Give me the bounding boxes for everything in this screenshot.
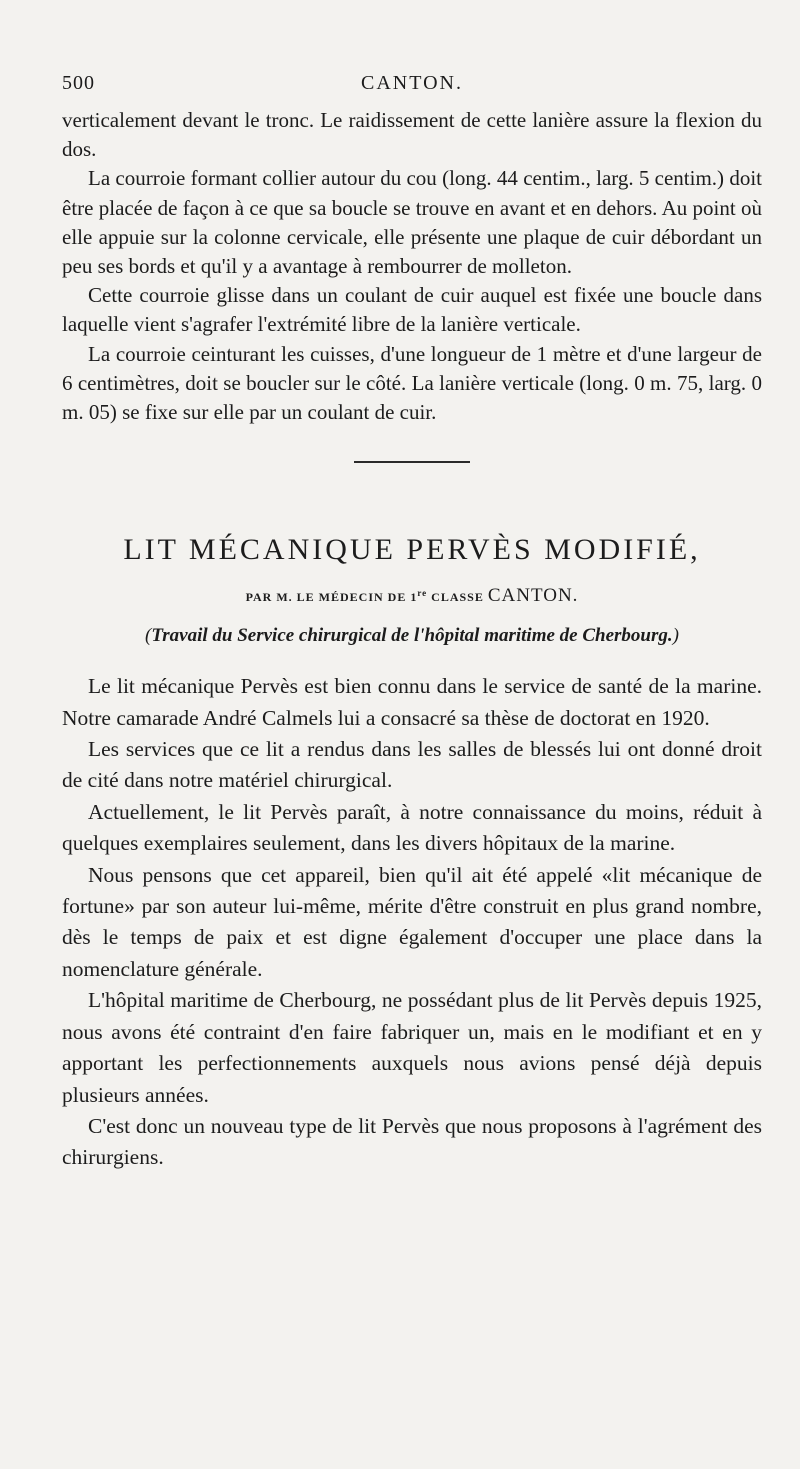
section-title: LIT MÉCANIQUE PERVÈS MODIFIÉ, (123, 533, 701, 567)
paragraph: Nous pensons que cet appareil, bien qu'il ait été appelé «lit mécanique de fortune» par son auteur lui-même, mérite d'être construit en plus grand nombre, dès le temps de paix et est digne également d'occuper une place dans la nomenclature générale. (62, 862, 762, 981)
note-open-paren: ( (145, 625, 152, 647)
paragraph: C'est donc un nouveau type de lit Pervès que nous proposons à l'agrément des chirurgiens. (62, 1113, 762, 1170)
running-header (62, 72, 762, 106)
paragraph: La courroie ceinturant les cuisses, d'une longueur de 1 mètre et d'une largeur de 6 centimètres, doit se boucler sur le côté. La lanière verticale (long. 0 m. 75, larg. 0 m. 05) se fixe sur elle par un coulant de cuir. (62, 341, 762, 425)
paragraph: Les services que ce lit a rendus dans les salles de blessés lui ont donné droit de cité dans notre matériel chirurgical. (62, 737, 762, 793)
byline-prefix: PAR M. LE MÉDECIN DE 1 (245, 590, 418, 605)
note-text: Travail du Service chirurgical de l'hôpital maritime de Cherbourg. (151, 625, 673, 647)
byline (62, 585, 762, 607)
document-page (62, 72, 762, 1174)
running-title: CANTON. (361, 72, 463, 94)
byline-mid: CLASSE (427, 590, 488, 605)
page-number: 500 (62, 72, 95, 94)
byline-author: CANTON. (487, 585, 579, 607)
paragraph: Actuellement, le lit Pervès paraît, à notre connaissance du moins, réduit à quelques exemplaires seulement, dans les divers hôpitaux de la marine. (62, 799, 762, 856)
paragraph: La courroie formant collier autour du cou (long. 44 centim., larg. 5 centim.) doit être placée de façon à ce que sa boucle se trouve en avant et en dehors. Au point où elle appuie sur la colonne cervicale, elle présente une plaque de cuir débordant un peu ses bords et qu'il y a avantage à rembourrer de molleton. (62, 166, 762, 279)
section-divider (354, 461, 470, 463)
source-note (62, 625, 762, 647)
paragraph: L'hôpital maritime de Cherbourg, ne possédant plus de lit Pervès depuis 1925, nous avons été contraint d'en faire fabriquer un, mais en le modifiant et en y apportant les perfectionnements auxquels nous avions pensé déjà depuis plusieurs années. (62, 988, 762, 1107)
paragraph: Cette courroie glisse dans un coulant de cuir auquel est fixée une boucle dans laquelle vient s'agrafer l'extrémité libre de la lanière verticale. (62, 283, 762, 337)
article-body (62, 671, 762, 1174)
paragraph: verticalement devant le tronc. Le raidissement de cette lanière assure la flexion du dos. (62, 108, 762, 162)
paragraph: Le lit mécanique Pervès est bien connu dans le service de santé de la marine. Notre camarade André Calmels lui a consacré sa thèse de doctorat en 1920. (62, 674, 762, 730)
carryover-text (62, 106, 762, 427)
note-close-paren: ) (672, 625, 679, 647)
byline-sup: re (417, 588, 428, 599)
